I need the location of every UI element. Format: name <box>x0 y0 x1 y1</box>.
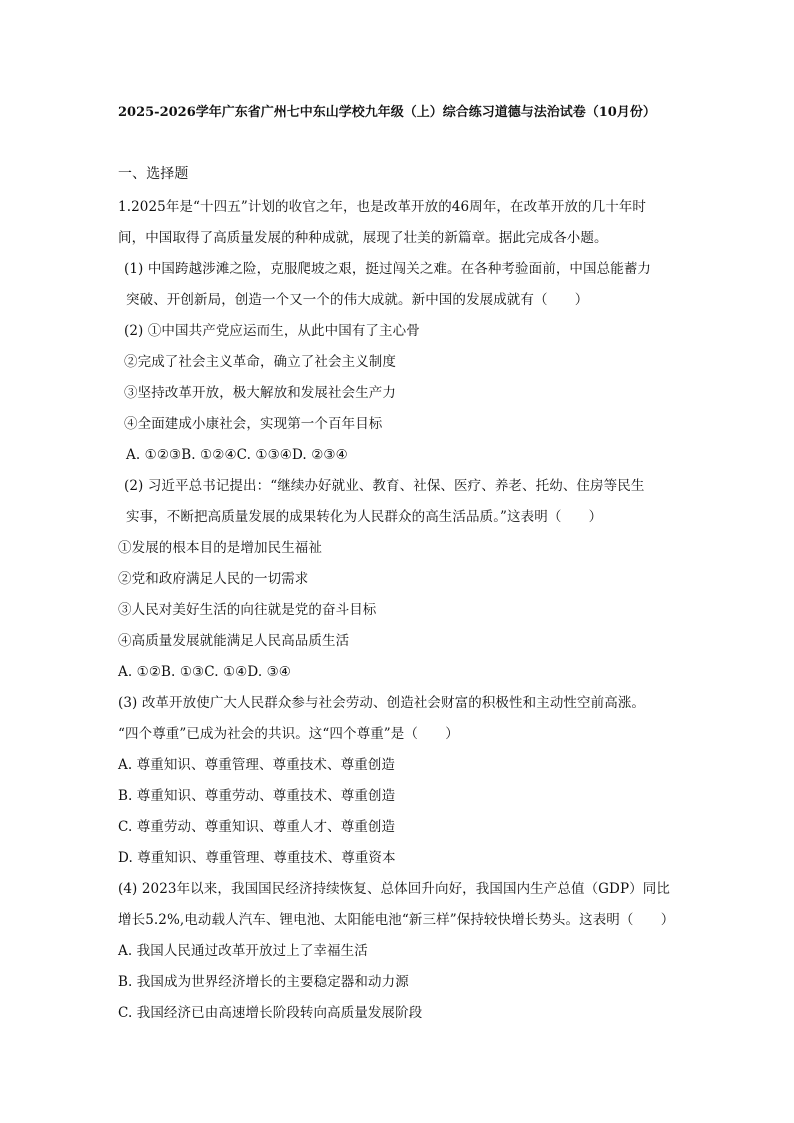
answer-choice-b: B. 尊重知识、尊重劳动、尊重技术、尊重创造 <box>118 788 396 804</box>
option-line: (2) ①中国共产党应运而生，从此中国有了主心骨 <box>124 323 420 339</box>
subquestion-1-line-1: (1) 中国跨越涉滩之险，克服爬坡之艰，挺过闯关之难。在各种考验面前，中国总能蓄力 <box>124 261 652 277</box>
answer-choice-a: A. 我国人民通过改革开放过上了幸福生活 <box>118 943 368 959</box>
option-line: ④全面建成小康社会，实现第一个百年目标 <box>124 416 383 432</box>
subquestion-2-line-1: (2) 习近平总书记提出：“继续办好就业、教育、社保、医疗、养老、托幼、住房等民生 <box>124 478 645 494</box>
option-line: ④高质量发展就能满足人民高品质生活 <box>118 633 350 649</box>
subquestion-2-line-2: 实事，不断把高质量发展的成果转化为人民群众的高生活品质。”这表明（ ） <box>126 509 603 525</box>
section-heading: 一、选择题 <box>118 166 189 182</box>
question-1-line-1: 1.2025年是“十四五”计划的收官之年，也是改革开放的46周年，在改革开放的几十年时 <box>118 199 647 215</box>
document-title: 2025-2026学年广东省广州七中东山学校九年级（上）综合练习道德与法治试卷（10月份） <box>118 105 656 120</box>
option-line: ②完成了社会主义革命，确立了社会主义制度 <box>124 354 396 370</box>
answer-choice-d: D. 尊重知识、尊重管理、尊重技术、尊重资本 <box>118 850 396 866</box>
answer-choice-b: B. 我国成为世界经济增长的主要稳定器和动力源 <box>118 974 409 990</box>
subquestion-4-line-1: (4) 2023年以来，我国国民经济持续恢复、总体回升向好，我国国内生产总值（GDP）同比 <box>118 881 670 897</box>
option-line: ③人民对美好生活的向往就是党的奋斗目标 <box>118 602 377 618</box>
answer-choice-c: C. 我国经济已由高速增长阶段转向高质量发展阶段 <box>118 1005 423 1021</box>
answer-choice-a: A. 尊重知识、尊重管理、尊重技术、尊重创造 <box>118 757 396 773</box>
option-line: ②党和政府满足人民的一切需求 <box>118 571 309 587</box>
subquestion-3-line-2: “四个尊重”已成为社会的共识。这“四个尊重”是（ ） <box>118 726 459 742</box>
answer-choice-c: C. 尊重劳动、尊重知识、尊重人才、尊重创造 <box>118 819 396 835</box>
answer-choices: A. ①②③B. ①②④C. ①③④D. ②③④ <box>126 447 348 463</box>
subquestion-4-line-2: 增长5.2%,电动载人汽车、锂电池、太阳能电池“新三样”保持较快增长势头。这表明（ ） <box>118 912 675 928</box>
question-1-line-2: 间，中国取得了高质量发展的种种成就，展现了壮美的新篇章。据此完成各小题。 <box>118 230 608 246</box>
option-line: ①发展的根本目的是增加民生福祉 <box>118 540 322 556</box>
answer-choices: A. ①②B. ①③C. ①④D. ③④ <box>118 664 292 680</box>
subquestion-1-line-2: 突破、开创新局，创造一个又一个的伟大成就。新中国的发展成就有（ ） <box>126 292 589 308</box>
subquestion-3-line-1: (3) 改革开放使广大人民群众参与社会劳动、创造社会财富的积极性和主动性空前高涨。 <box>118 695 646 711</box>
option-line: ③坚持改革开放，极大解放和发展社会生产力 <box>124 385 396 401</box>
